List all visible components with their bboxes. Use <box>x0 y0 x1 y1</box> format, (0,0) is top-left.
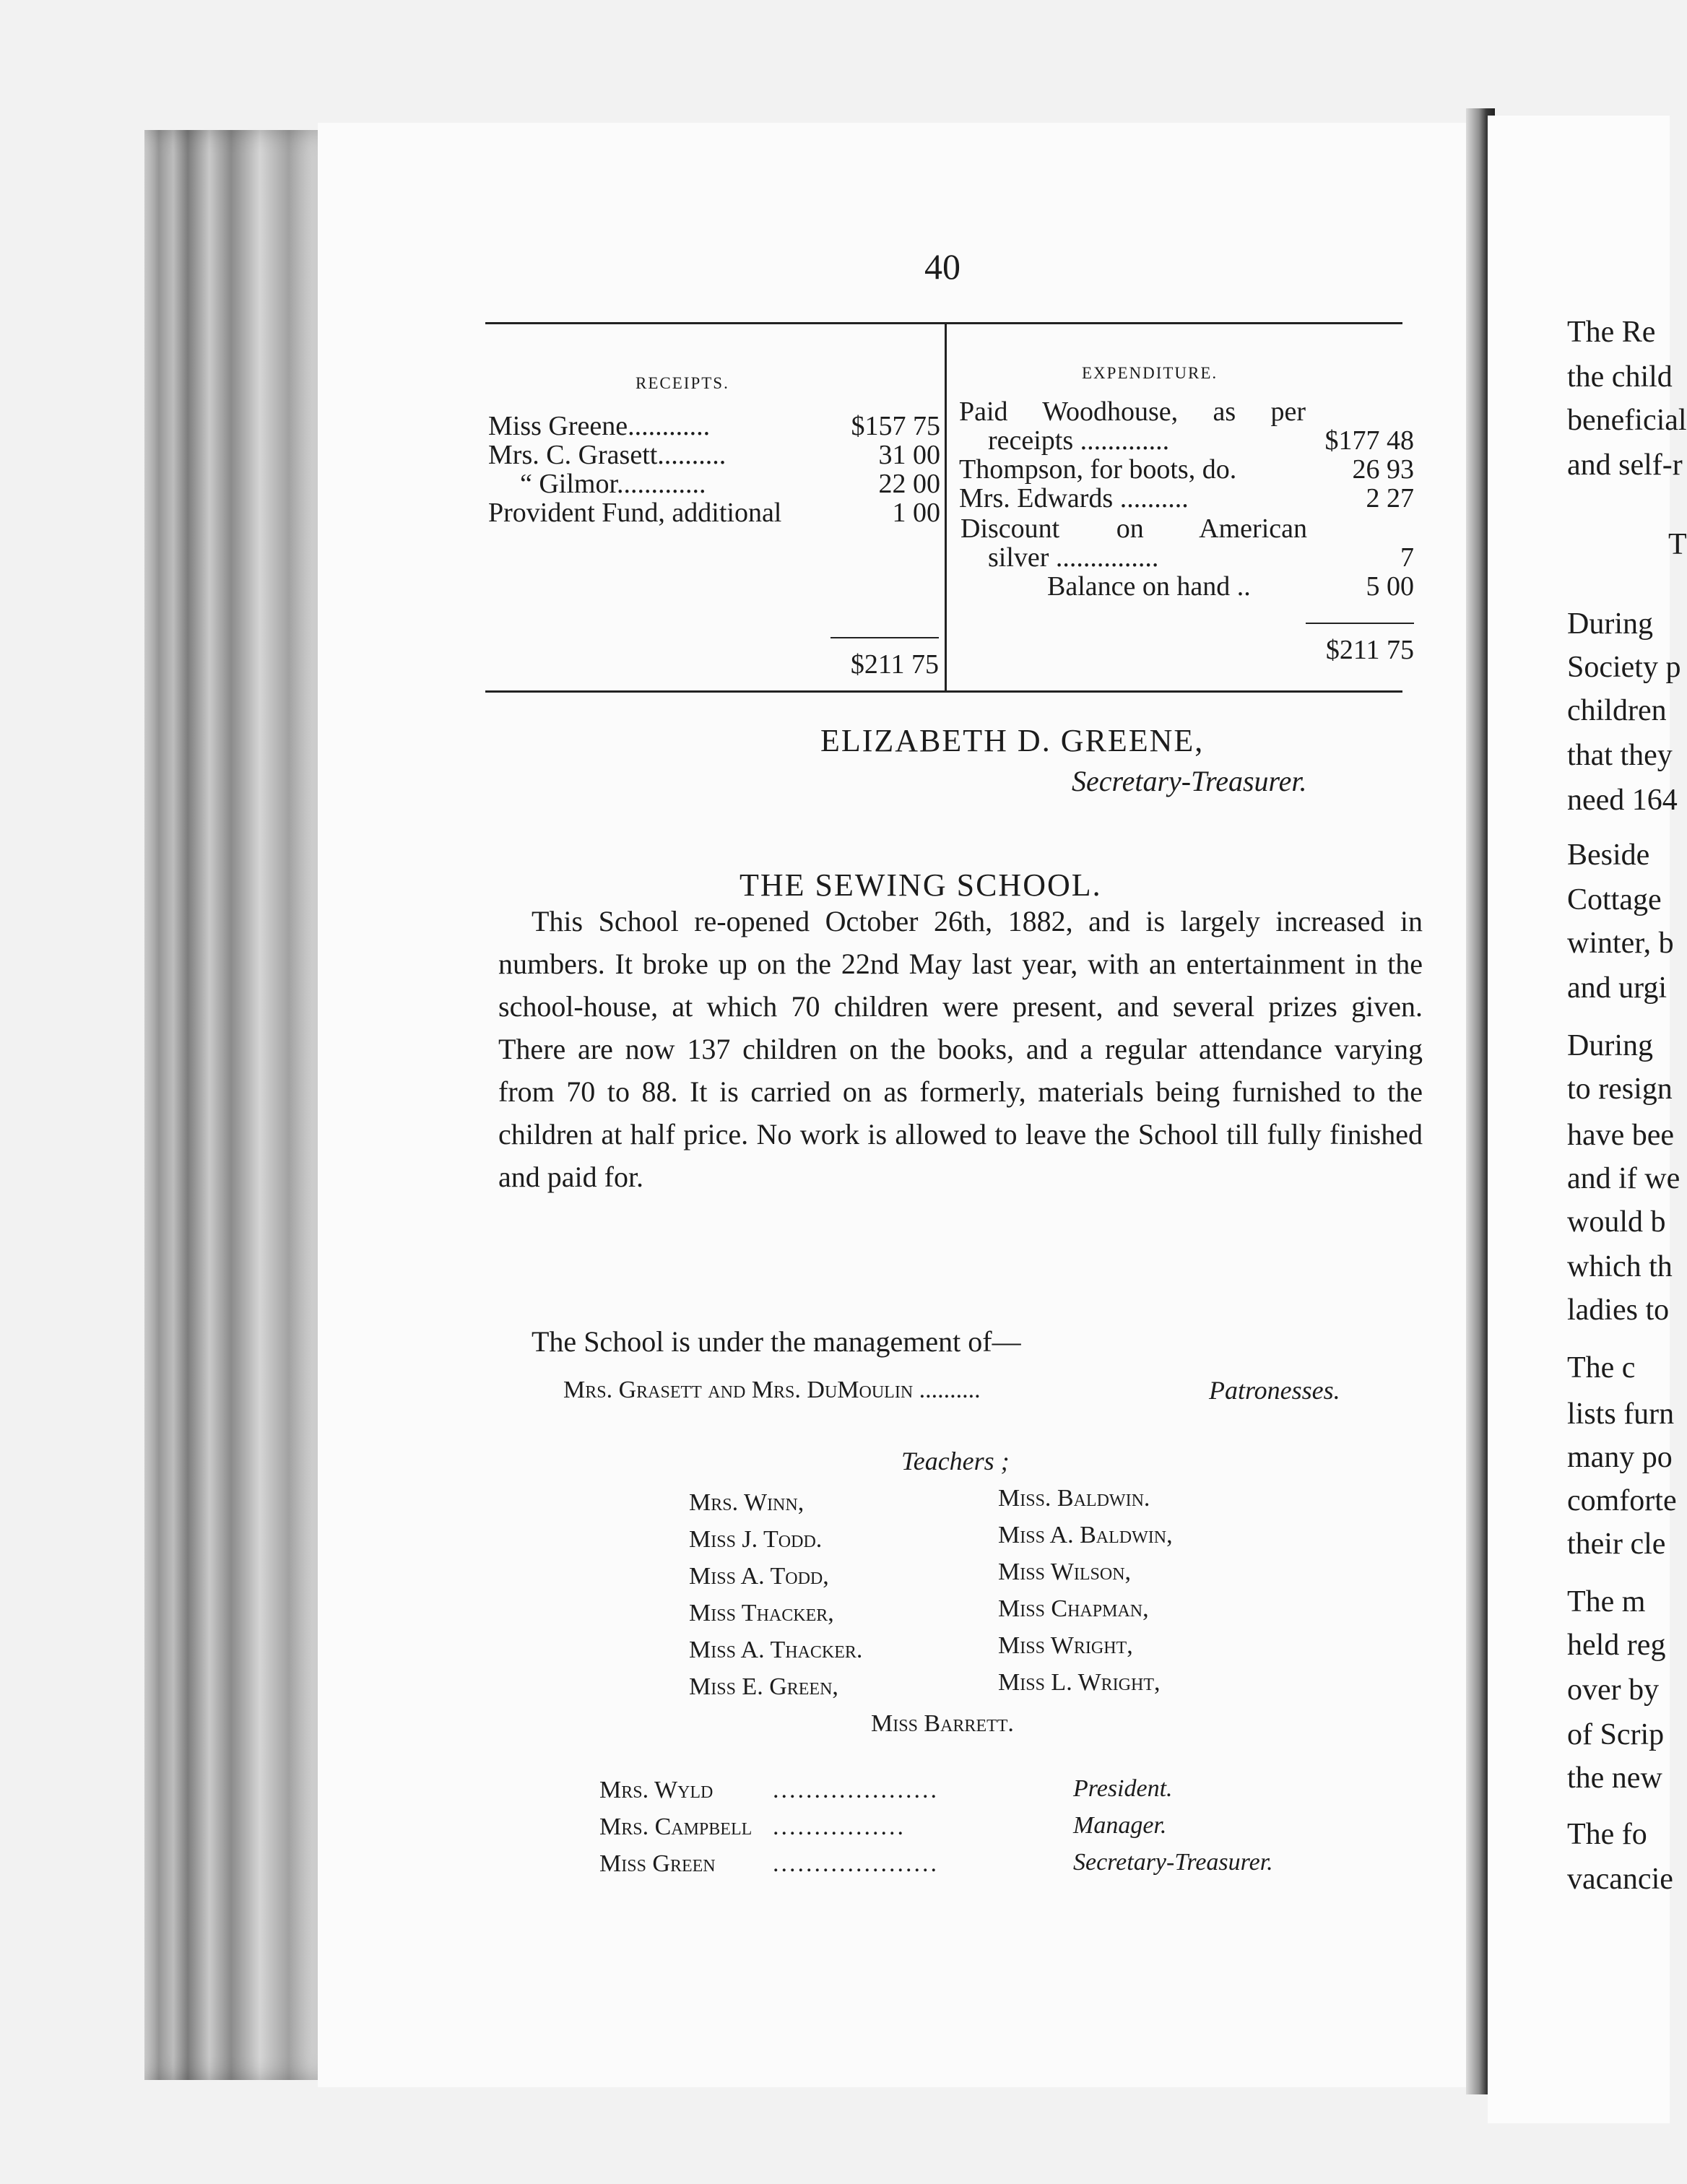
receipt-amount: 31 00 <box>878 440 940 470</box>
teacher-name: Miss Wilson, <box>998 1559 1132 1585</box>
facing-page-line: The m <box>1567 1585 1646 1618</box>
receipts-total-amount: $211 75 <box>850 649 939 680</box>
facing-page-line: Beside <box>1567 838 1650 872</box>
facing-page-line: and if we <box>1567 1162 1681 1195</box>
receipt-amount: 1 00 <box>892 498 940 528</box>
officer-dots: ................ <box>773 1814 906 1840</box>
receipt-amount: 22 00 <box>878 469 940 499</box>
facing-page-line: to resign <box>1567 1072 1673 1106</box>
expenditure-label: Discount on American <box>960 514 1307 544</box>
table-bottom-rule <box>485 690 1402 693</box>
receipt-label: Miss Greene............ <box>488 411 711 441</box>
facing-page-line: The Re <box>1567 316 1656 349</box>
signature-title: Secretary-Treasurer. <box>1072 765 1307 797</box>
facing-page-line: that they <box>1567 739 1673 772</box>
receipt-label: Provident Fund, additional <box>488 498 782 528</box>
paragraph-1: This School re-opened October 26th, 1882, and is largely increased in numbers. It broke up on the 22nd May last year, with an entertainment in the school-house, at which 70 children were present, and several prizes given. There are now 137 children on the books, and a regular attendance varying from 70 to 88. It is carried on as formerly, materials being furnished to the children at half price. No work is allowed to leave the School till fully finished and paid for. <box>498 905 1423 1193</box>
table-divider <box>945 322 947 692</box>
patronesses-role: Patronesses. <box>1209 1376 1340 1405</box>
page-number: 40 <box>924 246 960 287</box>
officer-dots: .................... <box>773 1777 939 1803</box>
facing-page-line: During <box>1567 1029 1653 1062</box>
expenditure-amount: 7 <box>1400 542 1414 573</box>
expenditure-heading: EXPENDITURE. <box>1082 364 1218 382</box>
teacher-name: Miss Thacker, <box>689 1600 834 1626</box>
facing-page-line: Society p <box>1567 651 1681 684</box>
facing-page-line: and self-r <box>1567 448 1683 482</box>
teacher-name: Miss L. Wright, <box>998 1669 1161 1696</box>
teacher-name: Miss J. Todd. <box>689 1526 823 1553</box>
facing-page-line: need 164 <box>1567 784 1678 817</box>
officer-name: Mrs. Campbell <box>599 1814 753 1840</box>
officer-dots: .................... <box>773 1850 939 1877</box>
facing-page-line: During <box>1567 607 1653 641</box>
expenditure-label: silver ............... <box>988 542 1159 573</box>
teachers-heading: Teachers ; <box>901 1447 1010 1476</box>
receipts-sum-rule <box>831 637 939 638</box>
teacher-name: Miss A. Thacker. <box>689 1637 863 1663</box>
expenditure-label: receipts ............. <box>988 425 1170 456</box>
receipts-heading: RECEIPTS. <box>636 374 729 392</box>
teacher-name: Mrs. Winn, <box>689 1489 805 1516</box>
facing-page-line: would b <box>1567 1205 1666 1239</box>
patronesses-names: Mrs. Grasett and Mrs. DuMoulin .......... <box>563 1377 981 1403</box>
facing-page-line: the child <box>1567 360 1673 394</box>
facing-page-line: ladies to <box>1567 1294 1670 1327</box>
receipt-amount: $157 75 <box>851 411 940 441</box>
facing-page-line: over by <box>1567 1673 1660 1707</box>
facing-page-line: The fo <box>1567 1818 1647 1851</box>
facing-page-line: the new <box>1567 1762 1662 1795</box>
facing-page-line: beneficial <box>1567 404 1687 437</box>
receipt-label: Mrs. C. Grasett.......... <box>488 440 727 470</box>
facing-page <box>1488 116 1687 2123</box>
section-title: THE SEWING SCHOOL. <box>740 867 1102 903</box>
facing-page-line: winter, b <box>1567 927 1674 960</box>
facing-page-line: vacancie <box>1567 1863 1673 1896</box>
receipt-label: “ Gilmor............. <box>520 469 706 499</box>
facing-page-line: lists furn <box>1567 1398 1675 1431</box>
teacher-name: Miss A. Baldwin, <box>998 1522 1173 1548</box>
table-top-rule <box>485 322 1402 324</box>
teacher-last: Miss Barrett. <box>871 1710 1014 1737</box>
book-page-edges <box>144 130 325 2080</box>
officer-name: Mrs. Wyld <box>599 1777 714 1803</box>
teacher-name: Miss E. Green, <box>689 1673 838 1700</box>
facing-page-line: T <box>1668 528 1687 561</box>
officer-role: President. <box>1073 1775 1173 1802</box>
expenditure-amount: 5 00 <box>1366 571 1414 602</box>
facing-page-line: The c <box>1567 1351 1636 1384</box>
teacher-name: Miss. Baldwin. <box>998 1485 1150 1512</box>
expenditure-total-amount: $211 75 <box>1325 635 1414 665</box>
signature-name: ELIZABETH D. GREENE, <box>820 723 1205 758</box>
facing-page-line: of Scrip <box>1567 1718 1665 1751</box>
officer-role: Secretary-Treasurer. <box>1073 1849 1273 1876</box>
expenditure-sum-rule <box>1306 623 1414 624</box>
facing-page-line: and urgi <box>1567 971 1668 1005</box>
facing-page-line: comforte <box>1567 1484 1677 1517</box>
officer-name: Miss Green <box>599 1850 716 1877</box>
facing-page-line: children <box>1567 694 1667 727</box>
paragraph-2: The School is under the management of— <box>532 1325 1021 1358</box>
facing-page-line: their cle <box>1567 1528 1666 1561</box>
facing-page-line: which th <box>1567 1250 1673 1283</box>
facing-page-line: Cottage <box>1567 883 1662 916</box>
officer-role: Manager. <box>1073 1812 1167 1839</box>
facing-page-line: held reg <box>1567 1629 1666 1662</box>
expenditure-label: Thompson, for boots, do. <box>959 454 1237 485</box>
expenditure-label: Balance on hand .. <box>1047 571 1251 602</box>
teacher-name: Miss Chapman, <box>998 1595 1149 1622</box>
expenditure-amount: 2 27 <box>1366 483 1414 514</box>
expenditure-label: Paid Woodhouse, as per <box>959 396 1306 427</box>
expenditure-amount: $177 48 <box>1324 425 1414 456</box>
expenditure-amount: 26 93 <box>1352 454 1414 485</box>
teacher-name: Miss Wright, <box>998 1632 1133 1659</box>
expenditure-label: Mrs. Edwards .......... <box>959 483 1189 514</box>
facing-page-line: many po <box>1567 1441 1673 1474</box>
teacher-name: Miss A. Todd, <box>689 1563 829 1590</box>
facing-page-line: have bee <box>1567 1119 1675 1152</box>
